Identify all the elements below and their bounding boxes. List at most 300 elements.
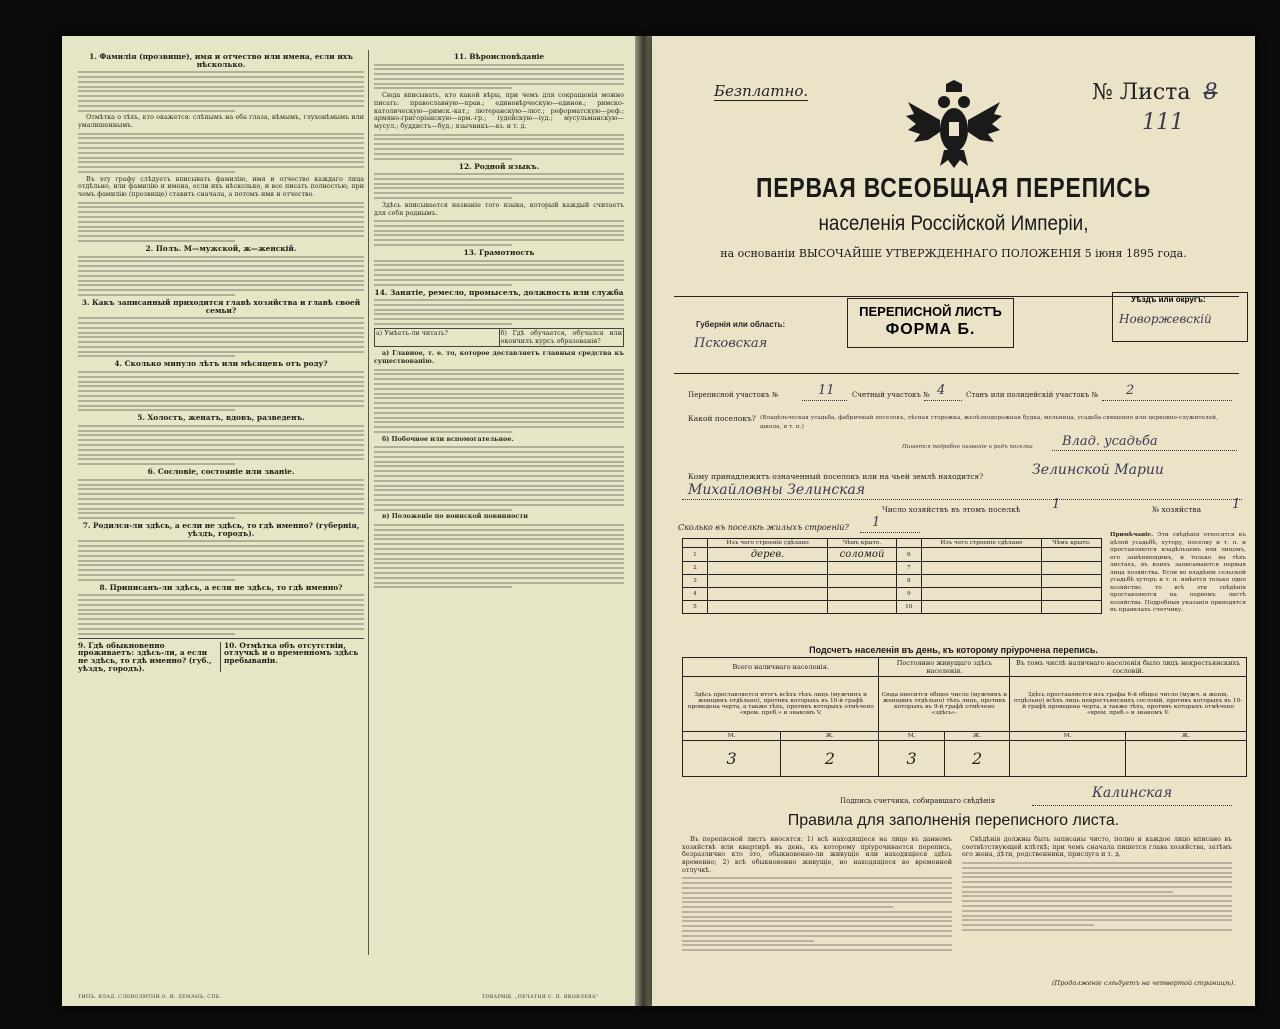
building-material [708, 575, 828, 588]
text-texture-block [78, 133, 364, 173]
roof-material [828, 588, 897, 601]
text-texture-line [682, 949, 952, 951]
table-row [683, 588, 1102, 601]
building-material [708, 601, 828, 614]
roof-material [828, 601, 897, 614]
uezd-value: Новоржевскій [1119, 312, 1212, 326]
text-texture-line [78, 341, 364, 343]
text-texture-line [78, 623, 364, 625]
text-texture-line [374, 470, 624, 472]
text-texture-line [374, 417, 624, 419]
text-texture-line [374, 553, 624, 555]
text-texture-line [78, 503, 364, 505]
text-texture-line [682, 887, 952, 889]
text-texture-line [78, 211, 364, 213]
row-number: 9 [896, 588, 921, 601]
dotted-line [1032, 805, 1232, 806]
sheet-number-label [1092, 80, 1217, 105]
permanent-male-value: 3 [879, 741, 944, 777]
left-column-sections [78, 53, 364, 635]
count-district-value: 4 [937, 383, 946, 398]
household-count-value: 1 [1052, 497, 1061, 512]
table-header: Изъ чего строеніе сдѣлано [708, 539, 828, 548]
section-heading: 12. Родной языкъ. [458, 161, 540, 171]
population-desc-total: Здѣсь проставляется итогъ всѣхъ тѣхъ лицъ (мужчинъ и женщинъ отдѣльно), противъ которыхъ въ 10-й графѣ проведена черта, а также тѣхъ, противъ которыхъ отмѣчено «врем. преб.» и знакомъ V. [683, 677, 879, 732]
text-texture-line [78, 235, 364, 237]
text-texture-line [78, 395, 364, 397]
text-texture-line [374, 451, 624, 453]
text-texture-line [682, 925, 952, 927]
text-texture-line [374, 239, 624, 241]
text-texture-line [682, 935, 952, 937]
text-texture-line [374, 378, 624, 380]
population-heading: Подсчетъ населенія въ день, къ которому пріурочена перепись. [809, 645, 1098, 655]
building-material [921, 601, 1041, 614]
text-texture-line [374, 309, 624, 311]
text-texture-line [78, 142, 364, 144]
text-texture-line [78, 371, 364, 373]
text-texture-block [374, 134, 624, 160]
text-texture-line [78, 230, 364, 232]
left-footer-2: ТОВАРИЩ. „ПЕЧАТНЯ С. П. ЯКОВЛЕВА“ [482, 995, 599, 1000]
section-heading: 14. Занятіе, ремесло, промыселъ, должность или служба [374, 287, 624, 297]
roof-material [1042, 575, 1102, 588]
subtitle: населенія Россійской Имперіи, [818, 212, 1089, 235]
roof-material: соломой [828, 548, 897, 562]
text-texture-line [78, 355, 235, 357]
q13-box [374, 328, 624, 347]
text-texture-line [78, 550, 364, 552]
text-texture-line [374, 383, 624, 385]
text-texture-line [78, 270, 364, 272]
text-texture-line [962, 891, 1173, 893]
q9-heading: 9. Гдѣ обыкновенно проживаетъ: здѣсь-ли, а если не здѣсь, то гдѣ именно? (губ., уѣздъ, городъ). [78, 642, 221, 673]
q9-q10-row [78, 638, 364, 675]
text-texture-line [374, 582, 624, 584]
text-texture-line [78, 110, 235, 112]
section-text: Здѣсь вписывается названіе того языка, который каждый считаетъ для себя роднымъ. [374, 200, 624, 217]
q13b-label: б) Гдѣ обучается, обучался или окончилъ курсъ образованія? [500, 329, 622, 345]
text-texture-line [78, 376, 364, 378]
text-texture-line [78, 171, 235, 173]
signature-value: Калинская [1092, 785, 1173, 801]
text-texture-line [78, 560, 364, 562]
owner-label: Кому принадлежитъ означенный поселокъ или на чьей землѣ находится? [688, 472, 984, 481]
roof-material [1042, 562, 1102, 575]
text-texture-line [374, 388, 624, 390]
text-texture-line [78, 444, 364, 446]
text-texture-line [374, 244, 512, 246]
roof-material [828, 562, 897, 575]
text-texture-line [374, 446, 624, 448]
left-column [78, 50, 364, 674]
text-texture-line [78, 105, 364, 107]
text-texture-line [682, 944, 952, 946]
text-texture-line [78, 449, 364, 451]
text-texture-line [78, 454, 364, 456]
dotted-line [682, 499, 1242, 500]
text-texture-line [78, 512, 364, 514]
text-texture-line [682, 901, 952, 903]
text-texture-line [962, 862, 1232, 864]
table-header: Чѣмъ крыто. [828, 539, 897, 548]
text-texture-line [78, 579, 235, 581]
text-texture-line [374, 494, 624, 496]
text-texture-line [78, 152, 364, 154]
text-texture-line [374, 461, 624, 463]
text-texture-line [78, 564, 364, 566]
text-texture-line [374, 548, 624, 550]
text-texture-line [78, 594, 364, 596]
section-heading: 1. Фамилія (прозвище), имя и отчество или имена, если ихъ нѣсколько. [89, 52, 353, 69]
text-texture-line [374, 509, 512, 511]
sheet-number: 111 [1142, 110, 1184, 135]
female-header: Ж. [944, 732, 1009, 741]
gubernia-label: Губернія или область: [696, 320, 786, 329]
settlement-instruction: Пишется подробно названіе и родъ поселка [902, 444, 1033, 450]
text-texture-line [78, 430, 364, 432]
left-footer-1: ТИПЪ. ВЛАД. СЛОВОЛИТНИ О. И. ЛЕМАНЪ, СПБ. [78, 995, 222, 1000]
continued-note: (Продолженіе слѣдуетъ на четвертой страницѣ). [1052, 979, 1236, 987]
text-texture-line [682, 892, 952, 894]
text-texture-line [962, 915, 1232, 917]
text-texture-block [78, 594, 364, 634]
text-texture-line [374, 524, 624, 526]
text-texture-line [78, 405, 364, 407]
text-texture-line [962, 905, 1232, 907]
text-texture-block [374, 220, 624, 246]
right-column-sections [374, 53, 624, 325]
text-texture-block [374, 173, 624, 199]
buildings-table [682, 538, 1102, 614]
text-texture-line [374, 78, 624, 80]
text-texture-line [962, 867, 1232, 869]
text-texture-line [78, 265, 364, 267]
text-texture-line [78, 381, 364, 383]
text-texture-line [78, 260, 364, 262]
text-texture-line [682, 930, 952, 932]
building-material [708, 562, 828, 575]
household-number-value: 1 [1232, 497, 1241, 512]
row-number: 5 [683, 601, 708, 614]
text-texture-line [78, 226, 364, 228]
text-texture-line [962, 881, 1232, 883]
section-text: Въ эту графу слѣдуетъ вписывать фамилію, имя и отчество каждаго лица отдѣльно, или фамилію и имена, если ихъ нѣсколько, и все писать полностью, при чемъ фамилію (прозвище) ставить сначала, а потомъ имя и отчество. [78, 174, 364, 199]
text-texture-line [374, 197, 512, 199]
population-desc-nonpeasant: Здѣсь проставляется изъ графы 6-й общее число (мужч. и женщ. отдѣльно) всѣхъ лицъ некрестьянскихъ сословій, противъ которыхъ въ 10-й графѣ проведена черта, а также тѣхъ, противъ которыхъ отмѣчено «врем. преб.» и знакомъ V. [1010, 677, 1247, 732]
text-texture-block [78, 425, 364, 465]
text-texture-line [682, 906, 893, 908]
population-header-nonpeasant: Въ томъ числѣ наличнаго населенія было лицъ некрестьянскихъ сословій. [1010, 658, 1247, 677]
settlement-label: Какой поселокъ? [688, 414, 756, 423]
settlement-value: Влад. усадьба [1062, 434, 1158, 449]
text-texture-block [374, 524, 624, 588]
text-texture-line [682, 882, 952, 884]
section-heading: 7. Родился-ли здѣсь, а если не здѣсь, то гдѣ именно? (губернія, уѣздъ, городъ). [82, 521, 360, 538]
signature-label: Подпись счетчика, собиравшаго свѣдѣнія [840, 797, 996, 805]
column-divider [368, 50, 369, 955]
section-text: Сюда вписывать, кто какой вѣры, при чемъ для сокращенія можно писать: православную—прав.; единовѣрческую—единов.; римско-католическую—римск.-кат.; лютеранскую—лют.; реформатскую—реф.; армяно-григоріанскую—арм.-гр.; іудейскую—іуд.; мусульманскую—мусул.; буддистъ—буд.; язычникъ—яз. и т. д. [374, 91, 624, 131]
nonpeasant-female-value [1125, 741, 1246, 777]
text-texture-line [374, 397, 624, 399]
text-texture-line [374, 369, 624, 371]
police-district-label: Станъ или полицейскій участокъ № [966, 391, 1099, 399]
text-texture-line [682, 911, 952, 913]
text-texture-line [78, 90, 364, 92]
text-texture-line [78, 137, 364, 139]
text-texture-line [374, 562, 624, 564]
text-texture-line [374, 489, 624, 491]
settlement-note: (Владѣльческая усадьба, фабричный поселокъ, лѣсная сторожка, желѣзнодорожная будка, мельница, усадьба священно или церковно-служителей, школа, и т. п.) [760, 415, 1218, 430]
population-desc-permanent: Сюда вносится общее число (мужчинъ и женщинъ отдѣльно) тѣхъ лицъ, противъ которыхъ въ 9-й графѣ отмѣчено «здѣсь». [879, 677, 1010, 732]
text-texture-line [374, 134, 624, 136]
table-row [683, 548, 1102, 562]
text-texture-line [78, 76, 364, 78]
police-district-value: 2 [1126, 383, 1135, 398]
book-spine [635, 36, 652, 1006]
buildings-label: Сколько въ поселкѣ жилыхъ строеній? [678, 523, 849, 532]
row-number: 3 [683, 575, 708, 588]
text-texture-line [374, 318, 624, 320]
form-box-title: ПЕРЕПИСНОЙ ЛИСТЪ [859, 304, 1002, 319]
buildings-table-body [683, 548, 1102, 614]
section-text: Отмѣтка о тѣхъ, кто окажется: слѣпымъ на оба глаза, нѣмымъ, глухонѣмымъ или умалишеннымъ. [78, 113, 364, 130]
rules-right-filler [962, 862, 1232, 931]
text-texture-line [374, 220, 624, 222]
roof-material [1042, 588, 1102, 601]
text-texture-line [374, 143, 624, 145]
text-texture-line [78, 434, 364, 436]
text-texture-line [374, 402, 624, 404]
text-texture-line [962, 900, 1232, 902]
text-texture-line [78, 336, 364, 338]
text-texture-line [374, 64, 624, 66]
row-number: 1 [683, 548, 708, 562]
text-texture-line [78, 317, 364, 319]
text-texture-line [374, 274, 624, 276]
table-header: Изъ чего строеніе сдѣлано [921, 539, 1041, 548]
text-texture-line [374, 284, 512, 286]
text-texture-line [962, 876, 1232, 878]
section-heading: 5. Холостъ, женатъ, вдовъ, разведенъ. [137, 413, 305, 423]
right-page [652, 36, 1255, 1006]
text-texture-line [962, 919, 1232, 921]
text-texture-line [78, 618, 364, 620]
section-heading: 6. Сословіе, состояніе или званіе. [147, 467, 295, 477]
text-texture-line [78, 390, 364, 392]
text-texture-line [78, 517, 235, 519]
text-texture-line [374, 158, 512, 160]
buildings-value: 1 [872, 515, 881, 530]
text-texture-line [374, 187, 624, 189]
note-title: Примѣчаніе. [1110, 532, 1154, 538]
text-texture-line [374, 504, 624, 506]
text-texture-line [374, 407, 624, 409]
female-header: Ж. [781, 732, 879, 741]
text-texture-line [78, 493, 364, 495]
text-texture-line [78, 166, 364, 168]
q10-heading: 10. Отмѣтка объ отсутствіи, отлучкѣ и о временномъ здѣсь пребываніи. [224, 640, 359, 665]
text-texture-line [78, 289, 364, 291]
text-texture-line [682, 897, 952, 899]
text-texture-line [78, 633, 235, 635]
section-heading: 4. Сколько минуло лѣтъ или мѣсяцевъ отъ роду? [114, 359, 328, 369]
text-texture-line [374, 529, 624, 531]
population-header-total: Всего наличнаго населенія. [683, 658, 879, 677]
q14-item: а) Главное, т. е. то, которое доставляетъ главныя средства къ существованію. [374, 349, 624, 366]
text-texture-block [374, 64, 624, 90]
text-texture-line [682, 920, 952, 922]
roof-material [828, 575, 897, 588]
text-texture-line [78, 157, 364, 159]
population-table [682, 657, 1247, 777]
text-texture-line [374, 480, 624, 482]
text-texture-line [78, 216, 364, 218]
total-male-value: 3 [683, 741, 781, 777]
building-material [708, 588, 828, 601]
male-header: М. [683, 732, 781, 741]
text-texture-line [374, 68, 624, 70]
imperial-eagle-emblem [904, 80, 1004, 170]
text-texture-line [78, 574, 364, 576]
text-texture-line [78, 488, 364, 490]
q14-items [374, 350, 624, 588]
text-texture-line [78, 206, 364, 208]
section-heading: 13. Грамотность [463, 248, 535, 258]
text-texture-line [962, 872, 1232, 874]
text-texture-line [374, 485, 624, 487]
male-header: М. [879, 732, 944, 741]
text-texture-line [374, 153, 624, 155]
text-texture-line [374, 304, 624, 306]
population-header-permanent: Постоянно живущаго здѣсь населенія. [879, 658, 1010, 677]
text-texture-line [78, 71, 364, 73]
text-texture-block [374, 299, 624, 325]
rules-right-column [962, 836, 1232, 974]
text-texture-line [374, 138, 624, 140]
building-material [921, 548, 1041, 562]
text-texture-block [78, 371, 364, 411]
text-texture-line [78, 540, 364, 542]
text-texture-block [78, 202, 364, 242]
text-texture-line [962, 929, 1232, 931]
text-texture-line [78, 332, 364, 334]
text-texture-line [374, 421, 624, 423]
text-texture-line [374, 475, 624, 477]
text-texture-block [78, 540, 364, 580]
text-texture-line [78, 322, 364, 324]
rules-right-text: Свѣдѣнія должны быть записаны чисто, полно и каждое лицо вписано въ соотвѣтствующей клѣткѣ; при чемъ сначала пишется глава хозяйства, затѣмъ его жена, дѣти, родственники, прислуга и т. д. [962, 836, 1232, 859]
rules-left-text: Въ переписной листъ вносятся: 1) всѣ находящіеся на лицо въ данномъ хозяйствѣ или квартирѣ въ день, къ которому пріурочивается перепись, безразлично кто это, обыкновенно-ли живущіе или находящіеся здѣсь временно; 2) всѣ обыкновенно живущіе, но находящіеся во временной отлучкѣ. [682, 836, 952, 874]
text-texture-line [374, 73, 624, 75]
row-number: 7 [896, 562, 921, 575]
text-texture-line [374, 313, 624, 315]
text-texture-line [374, 323, 512, 325]
row-number: 8 [896, 575, 921, 588]
census-district-label: Переписной участокъ № [688, 391, 779, 399]
text-texture-line [78, 604, 364, 606]
text-texture-line [374, 543, 624, 545]
text-texture-line [78, 202, 364, 204]
dotted-line [802, 400, 847, 401]
form-box-form: ФОРМА Б. [885, 321, 976, 338]
total-female-value: 2 [781, 741, 879, 777]
building-material [921, 562, 1041, 575]
text-texture-block [78, 317, 364, 357]
text-texture-line [78, 498, 364, 500]
text-texture-line [78, 508, 364, 510]
text-texture-line [374, 567, 624, 569]
table-row [683, 601, 1102, 614]
text-texture-line [962, 910, 1232, 912]
owner-value-2: Михайловны Зелинская [688, 482, 866, 498]
section-heading: 2. Полъ. М—мужской, ж—женскій. [145, 244, 297, 254]
text-texture-line [78, 240, 235, 242]
q14-item: б) Побочное или вспомогательное. [382, 434, 514, 443]
table-header: Чѣмъ крыто. [1042, 539, 1102, 548]
text-texture-block [78, 479, 364, 519]
text-texture-line [78, 280, 364, 282]
text-texture-line [78, 284, 364, 286]
text-texture-line [78, 439, 364, 441]
text-texture-line [78, 100, 364, 102]
household-number-label: № хозяйства [1152, 505, 1202, 514]
permanent-female-value: 2 [944, 741, 1009, 777]
text-texture-line [78, 81, 364, 83]
text-texture-line [78, 95, 364, 97]
sheet-label: № Листа [1092, 80, 1191, 105]
text-texture-block [374, 260, 624, 286]
census-district-value: 11 [818, 383, 835, 398]
text-texture-line [374, 412, 624, 414]
text-texture-line [374, 373, 624, 375]
q13a-label: а) Умѣетъ-ли читать? [375, 329, 500, 346]
uezd-label: Уѣздъ или округъ: [1131, 295, 1206, 304]
dotted-line [924, 400, 962, 401]
left-page [62, 36, 635, 1006]
text-texture-line [78, 147, 364, 149]
owner-value-1: Зелинской Марии [1032, 462, 1164, 478]
text-texture-line [78, 545, 364, 547]
text-texture-line [78, 275, 364, 277]
table-row [683, 575, 1102, 588]
text-texture-line [78, 479, 364, 481]
male-header: М. [1010, 732, 1126, 741]
section-heading: 8. Приписанъ-ли здѣсь, а если не здѣсь, то гдѣ именно? [99, 582, 343, 592]
text-texture-line [374, 577, 624, 579]
roof-material [1042, 601, 1102, 614]
row-number: 4 [683, 588, 708, 601]
text-texture-line [374, 225, 624, 227]
text-texture-line [78, 133, 364, 135]
text-texture-line [374, 456, 624, 458]
text-texture-line [374, 230, 624, 232]
text-texture-line [374, 183, 624, 185]
text-texture-line [374, 148, 624, 150]
text-texture-line [962, 895, 1232, 897]
text-texture-line [374, 83, 624, 85]
text-texture-line [374, 264, 624, 266]
text-texture-line [374, 299, 624, 301]
text-texture-line [78, 463, 235, 465]
rules-title: Правила для заполненія переписного листа. [787, 812, 1120, 829]
uezd-box [1112, 292, 1248, 342]
text-texture-line [78, 400, 364, 402]
text-texture-line [374, 499, 624, 501]
rules-left-filler [682, 877, 952, 951]
row-number: 2 [683, 562, 708, 575]
text-texture-line [374, 431, 512, 433]
